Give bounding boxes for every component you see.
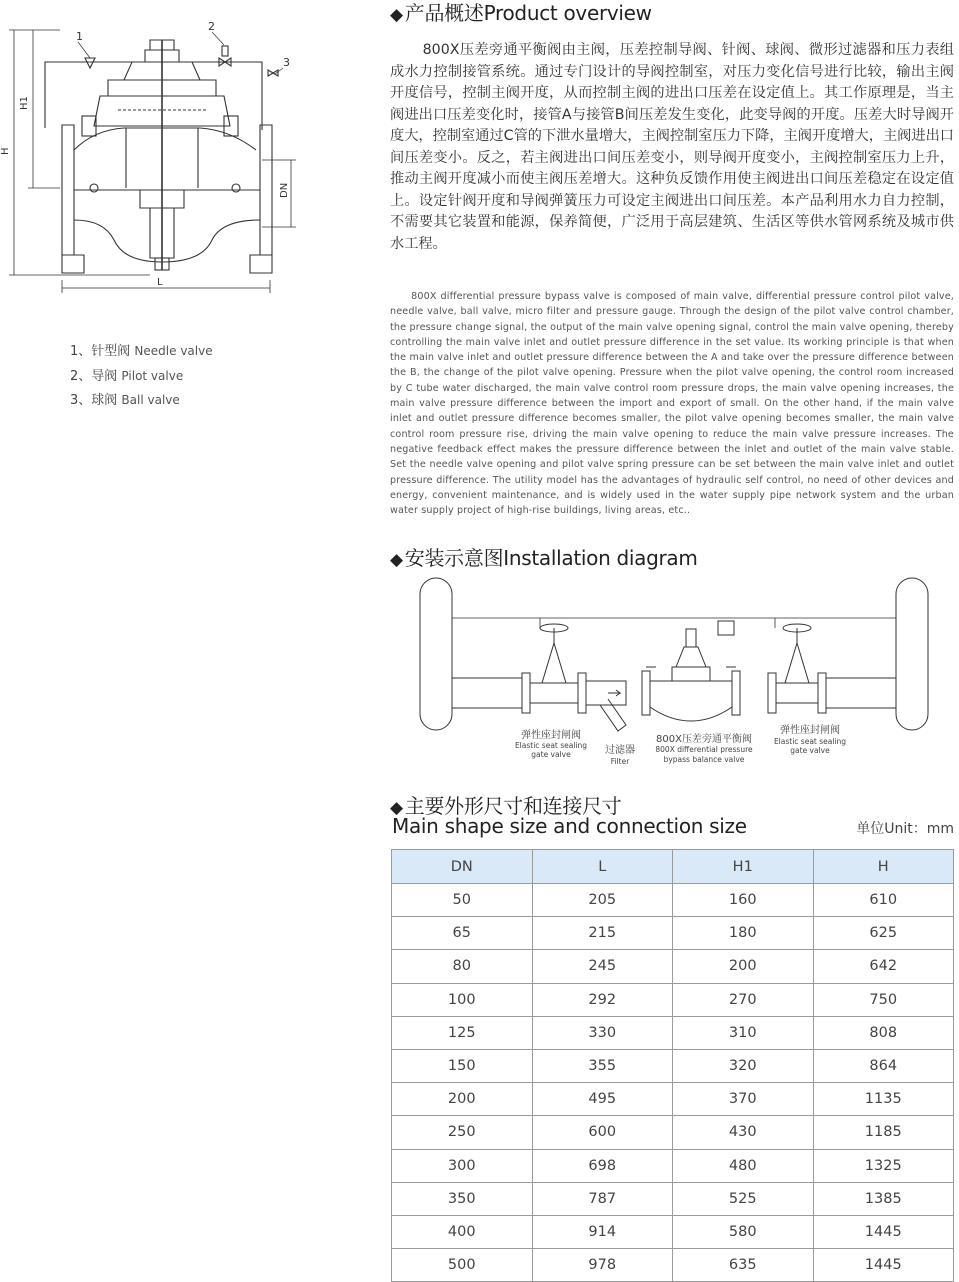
label-gate-valve-right-en1: Elastic seat sealing	[773, 737, 847, 746]
table-cell: 787	[532, 1182, 673, 1215]
label-filter-zh: 过滤器	[605, 745, 635, 756]
table-row	[392, 1182, 954, 1215]
callout-2: 2	[208, 20, 215, 33]
dim-label-dn: DN	[279, 182, 290, 198]
label-main-valve-en2: bypass balance valve	[663, 755, 745, 764]
table-cell: 150	[392, 1049, 533, 1082]
table-cell: 495	[532, 1083, 673, 1116]
overview-heading: ◆ 产品概述Product overview	[390, 1, 652, 25]
diamond-bullet-icon: ◆	[390, 5, 403, 25]
table-cell: 1325	[813, 1149, 954, 1182]
table-cell: 1445	[813, 1215, 954, 1248]
table-row	[392, 1249, 954, 1282]
table-cell: 500	[392, 1249, 533, 1282]
label-gate-valve-right-en2: gate valve	[790, 746, 830, 755]
label-main-valve-en1: 800X differential pressure	[655, 745, 753, 754]
balance-valve-main	[642, 621, 740, 721]
table-cell: 330	[532, 1016, 673, 1049]
legend-item-ball-valve: 3、球阀 Ball valve	[70, 393, 180, 408]
table-cell: 1445	[813, 1249, 954, 1282]
table-row	[392, 1083, 954, 1116]
gate-valve-right	[768, 624, 826, 713]
table-row	[392, 884, 954, 917]
table-cell: 300	[392, 1149, 533, 1182]
table-row	[392, 1116, 954, 1149]
installation-heading: ◆ 安装示意图Installation diagram	[390, 546, 698, 570]
table-cell: 250	[392, 1116, 533, 1149]
table-row	[392, 917, 954, 950]
table-cell: 610	[813, 884, 954, 917]
legend-item-needle-valve: 1、针型阀 Needle valve	[70, 344, 213, 359]
table-cell: 1385	[813, 1182, 954, 1215]
header-pipe-right	[896, 578, 928, 730]
table-cell: 480	[673, 1149, 814, 1182]
table-cell: 80	[392, 950, 533, 983]
col-header-h: H	[813, 850, 954, 884]
table-cell: 1135	[813, 1083, 954, 1116]
table-row	[392, 1016, 954, 1049]
installation-diagram	[410, 573, 958, 773]
table-cell: 205	[532, 884, 673, 917]
table-cell: 292	[532, 983, 673, 1016]
diamond-bullet-icon: ◆	[390, 798, 403, 818]
label-gate-valve-left-en1: Elastic seat sealing	[514, 741, 588, 750]
header-pipe-left	[420, 578, 452, 730]
table-cell: 320	[673, 1049, 814, 1082]
label-main-valve-zh: 800X压差旁通平衡阀	[656, 734, 752, 745]
table-row	[392, 983, 954, 1016]
dim-label-l: L	[157, 277, 163, 288]
dimensions-heading-en: Main shape size and connection size	[392, 814, 747, 838]
dim-label-h: H	[0, 147, 11, 155]
table-cell: 100	[392, 983, 533, 1016]
callout-3: 3	[283, 56, 290, 69]
table-cell: 160	[673, 884, 814, 917]
label-filter-en: Filter	[610, 757, 630, 766]
table-cell: 808	[813, 1016, 954, 1049]
table-header-row	[392, 850, 954, 884]
table-cell: 370	[673, 1083, 814, 1116]
table-cell: 400	[392, 1215, 533, 1248]
table-cell: 625	[813, 917, 954, 950]
table-cell: 864	[813, 1049, 954, 1082]
table-row	[392, 1149, 954, 1182]
table-cell: 635	[673, 1249, 814, 1282]
col-header-dn: DN	[392, 850, 533, 884]
table-cell: 430	[673, 1116, 814, 1149]
table-cell: 978	[532, 1249, 673, 1282]
valve-body	[62, 125, 272, 273]
overview-text-zh: 800X压差旁通平衡阀由主阀，压差控制导阀、针阀、球阀、微形过滤器和压力表组成水力控制接管系统。通过专门设计的导阀控制室，对压力变化信号进行比较，输出主阀开度信号，控制主阀开度，从而控制主阀的进出口压差在设定值上。其工作原理是，当主阀进出口压差变化时，接管A与接管B间压差发生变化，此变导阀的开度。压差大时导阀开度大，控制室通过C管的下泄水量增大，主阀控制室压力下降，主阀开度增大，主阀进出口间压差变小。反之，若主阀进出口间压差变小，则导阀开度变小，主阀控制室压力上升，推动主阀开度减小而使主阀压差增大。这种负反馈作用使主阀进出口间压差稳定在设定值上。设定针阀开度和导阀弹簧压力可设定主阀进出口间压差。本产品利用水力自力控制，不需要其它装置和能源，保养简便，广泛用于高层建筑、生活区等供水管网系统及城市供水工程。	[390, 42, 954, 252]
table-row	[392, 950, 954, 983]
table-cell: 525	[673, 1182, 814, 1215]
dim-label-h1: H1	[19, 96, 30, 110]
table-cell: 245	[532, 950, 673, 983]
table-cell: 698	[532, 1149, 673, 1182]
table-cell: 215	[532, 917, 673, 950]
table-cell: 200	[673, 950, 814, 983]
table-cell: 180	[673, 917, 814, 950]
dimensions-table	[391, 849, 954, 1282]
table-cell: 50	[392, 884, 533, 917]
table-cell: 355	[532, 1049, 673, 1082]
table-cell: 200	[392, 1083, 533, 1116]
table-cell: 350	[392, 1182, 533, 1215]
table-cell: 750	[813, 983, 954, 1016]
gate-valve-left	[522, 624, 586, 713]
filter	[586, 681, 626, 731]
label-gate-valve-left-zh: 弹性座封闸阀	[521, 730, 581, 741]
table-row	[392, 1215, 954, 1248]
overview-text-en: 800X differential pressure bypass valve is composed of main valve, differential pressure control pilot valve, needle valve, ball valve, micro filter and pressure gauge. Through the design of the pilot valve control chamber, the pressure change signal, the output of the main valve opening signal, control the main valve opening, thereby controlling the main valve inlet and outlet pressure difference in the set value. Its working principle is that when the main valve inlet and outlet pressure difference between the A and take over the pressure difference between the B, the change of the pilot valve opening. Pressure when the pilot valve opening, the control room increased by C tube water discharged, the main valve control room pressure drops, the main valve opening increases, the main valve pressure difference between the import and export of small. On the other hand, if the main valve inlet and outlet pressure difference becomes smaller, the pilot valve opening becomes smaller, the main valve control room pressure rise, driving the main valve opening to reduce the main valve pressure increases. The negative feedback effect makes the pressure difference between the inlet and outlet of the main valve stable. Set the needle valve opening and pilot valve spring pressure can be set between the main valve inlet and outlet pressure difference. The utility model has the advantages of hydraulic self control, no need of other devices and energy, convenient maintenance, and is widely used in the water supply pipe network system and the urban water supply project of high-rise buildings, living areas, etc..	[390, 291, 954, 517]
table-cell: 600	[532, 1116, 673, 1149]
col-header-l: L	[532, 850, 673, 884]
table-cell: 580	[673, 1215, 814, 1248]
label-gate-valve-left-en2: gate valve	[531, 750, 571, 759]
table-cell: 125	[392, 1016, 533, 1049]
table-row	[392, 1049, 954, 1082]
dimension-lines	[9, 30, 296, 293]
table-cell: 914	[532, 1215, 673, 1248]
dimensions-heading-zh: ◆ 主要外形尺寸和连接尺寸	[390, 794, 622, 818]
callout-1: 1	[76, 30, 83, 43]
table-cell: 642	[813, 950, 954, 983]
table-cell: 310	[673, 1016, 814, 1049]
table-cell: 1185	[813, 1116, 954, 1149]
valve-section-drawing	[0, 0, 300, 300]
legend-item-pilot-valve: 2、导阀 Pilot valve	[70, 369, 184, 384]
diamond-bullet-icon: ◆	[390, 550, 403, 570]
table-cell: 65	[392, 917, 533, 950]
col-header-h1: H1	[673, 850, 814, 884]
table-cell: 270	[673, 983, 814, 1016]
unit-label: 单位Unit：mm	[856, 821, 954, 837]
label-gate-valve-right-zh: 弹性座封闸阀	[780, 725, 840, 736]
